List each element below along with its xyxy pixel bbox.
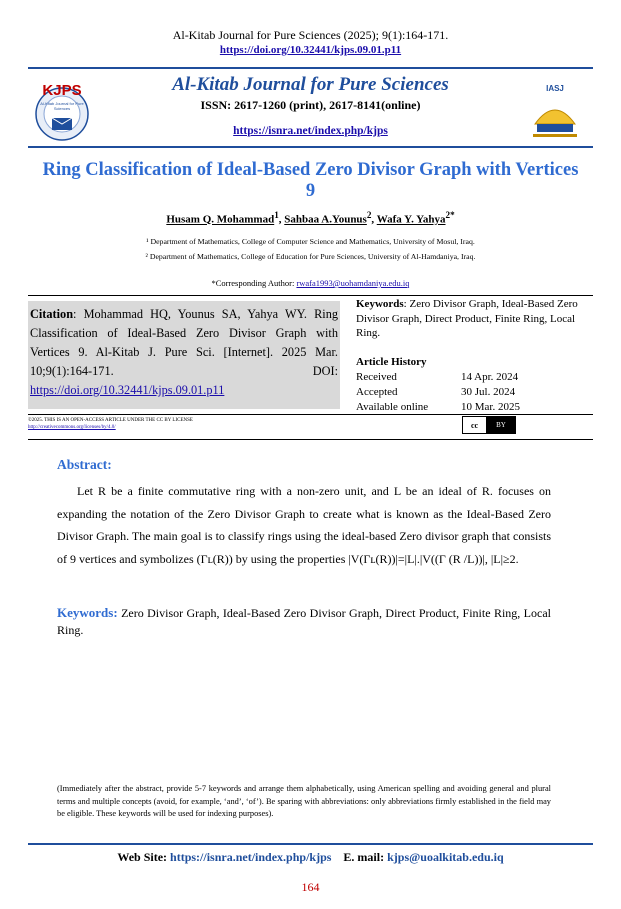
journal-website[interactable]: [0, 125, 621, 137]
footer-site-link[interactable]: https://isnra.net/index.php/kjps: [170, 850, 332, 864]
page-number: 164: [301, 880, 320, 894]
history-label: Available online: [356, 401, 429, 413]
footer-mail-label: E. mail:: [343, 850, 385, 864]
author-3-name: Wafa Y. Yahya: [376, 213, 446, 226]
cc-icon: cc: [463, 417, 487, 433]
corresponding-email[interactable]: rwafa1993@uohamdaniya.edu.iq: [296, 278, 410, 288]
history-label: Received: [356, 371, 397, 383]
issn: ISSN: 2617-1260 (print), 2617-8141(online): [200, 98, 421, 112]
license-text: [28, 417, 193, 431]
footer-mail-link[interactable]: kjps@uoalkitab.edu.iq: [387, 850, 504, 864]
author-3-sup: 2*: [445, 210, 455, 220]
by-icon: BY: [487, 417, 515, 433]
sidebar-keywords: [356, 297, 596, 341]
citation-text: : Mohammad HQ, Younus SA, Yahya WY. Ring Classification of Ideal-Based Zero Divisor Graph with Vertices 9. Al-Kitab J. Pure Sci. [Internet]. 2025 Mar. 10;9(1):164-171. DOI:: [30, 307, 338, 378]
footer-contact: [0, 850, 621, 865]
doi-link-text[interactable]: https://doi.org/10.32441/kjps.09.01.p11: [219, 44, 402, 56]
abstract-body: Let R be a finite commutative ring with a non-zero unit, and L be an ideal of R. focuses on expanding the notation of the Zero Divisor Graph to create what is known as the Ideal-Based Zero Divisor Graph. The main goal is to classify rings using the ideal-based Zero divisor graph that consists of 9 vertices and symbolizes (Γʟ(R)) by using the properties |V(Γʟ(R))|=|L|.|V((Γ (R /L))|, |L|≥2.: [57, 484, 551, 566]
cc-by-badge[interactable]: [462, 416, 516, 434]
license-url[interactable]: http://creativecommons.org/licenses/by/4.0/: [28, 425, 116, 430]
logo-right-title: IASJ: [546, 84, 564, 93]
author-2-sup: 2: [366, 210, 372, 220]
citation-rule-bottom: [28, 414, 593, 415]
doi-link-top[interactable]: [0, 44, 621, 56]
author-list: Husam Q. Mohammad$^1$, Sahbaa A.Younus$^2$, Wafa Y. Yahya$^{2*}$: [166, 210, 455, 226]
sidebar-keywords-text: : Zero Divisor Graph, Ideal-Based Zero Divisor Graph, Direct Product, Finite Ring, Local Ring.: [356, 298, 578, 339]
keywords-text: Zero Divisor Graph, Ideal-Based Zero Divisor Graph, Direct Product, Finite Ring, Local Ring.: [57, 606, 551, 637]
journal-name: Al-Kitab Journal for Pure Sciences: [172, 74, 449, 95]
affiliation-1: ¹ Department of Mathematics, College of Computer Science and Mathematics, University of Mosul, Iraq.: [146, 237, 475, 246]
corresponding-label: *Corresponding Author:: [211, 278, 295, 288]
keywords-section: [57, 605, 551, 638]
journal-website-link[interactable]: https://isnra.net/index.php/kjps: [233, 125, 388, 137]
journal-reference: Al-Kitab Journal for Pure Sciences (2025); 9(1):164-171.: [172, 28, 449, 42]
abstract-heading: Abstract:: [57, 457, 112, 472]
citation-rule-top: [28, 295, 593, 296]
affiliation-2: ² Department of Mathematics, College of Education for Pure Sciences, University of Al-Hamdaniya, Iraq.: [145, 252, 476, 261]
author-1-sup: 1: [274, 210, 279, 220]
history-title: Article History: [356, 356, 427, 368]
logo-left-subtitle: Al-Kitab Journal for Pure Sciences: [40, 101, 84, 111]
author-1-name: Husam Q. Mohammad: [166, 213, 275, 226]
corresponding-author: [0, 278, 621, 288]
history-value: 10 Mar. 2025: [461, 401, 520, 413]
header-rule-top: [28, 67, 593, 69]
header-rule-bottom: [28, 146, 593, 148]
license-rule: [28, 439, 593, 440]
license-line-1: ©2025. THIS IS AN OPEN-ACCESS ARTICLE UNDER THE CC BY LICENSE: [28, 418, 193, 423]
sidebar-keywords-label: Keywords: [356, 298, 404, 310]
history-value: 14 Apr. 2024: [461, 371, 519, 383]
history-label: Accepted: [356, 386, 398, 398]
footer-site-label: Web Site:: [117, 850, 168, 864]
keywords-instruction-note: (Immediately after the abstract, provide 5-7 keywords and arrange them alphabetically, using American spelling and avoiding general and plural terms and multiple concepts (avoid, for example, ‘and’, ‘of’). Be sparing with abbreviations: only abbreviations firmly established in the field may be eligible. These keywords will be used for indexing purposes).: [57, 784, 551, 818]
citation-label: Citation: [30, 307, 74, 321]
keywords-heading: Keywords:: [57, 605, 118, 620]
citation-doi-link[interactable]: https://doi.org/10.32441/kjps.09.01.p11: [30, 383, 225, 397]
history-value: 30 Jul. 2024: [461, 386, 516, 398]
article-title: Ring Classification of Ideal-Based Zero Divisor Graph with Vertices 9: [42, 160, 579, 201]
logo-left-title: KJPS: [42, 82, 82, 99]
author-2-name: Sahbaa A.Younus: [284, 213, 367, 226]
footer-rule: [28, 843, 593, 845]
citation-box: [28, 301, 340, 409]
